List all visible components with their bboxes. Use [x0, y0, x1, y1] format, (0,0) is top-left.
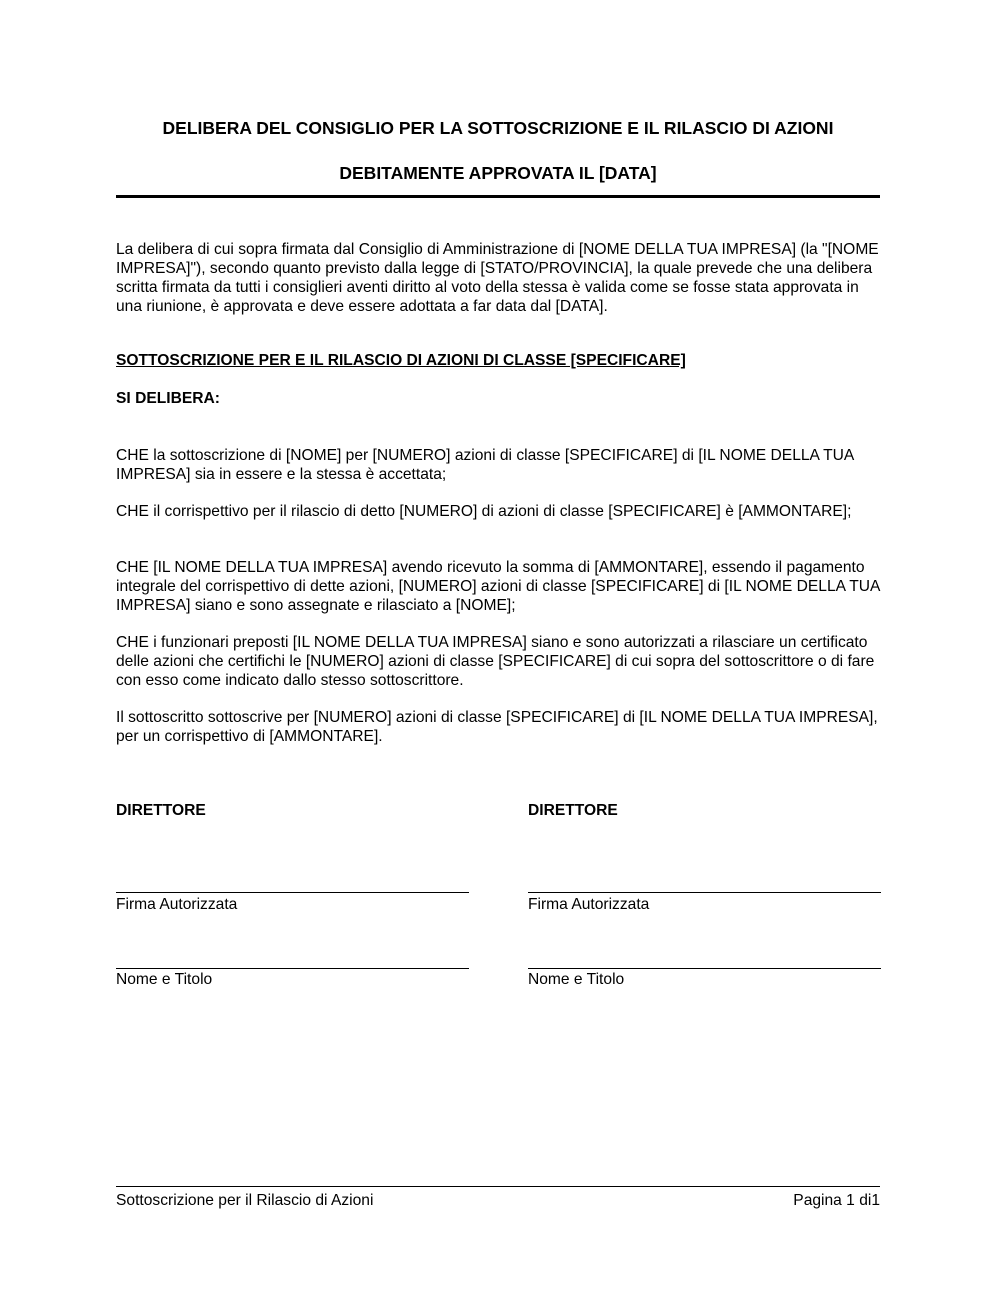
subscriber-paragraph: Il sottoscritto sottoscrive per [NUMERO] azioni di classe [SPECIFICARE] di [IL NOME DELLA TUA IMPRESA], per un corrispettivo di [AMMONTARE]. [116, 709, 878, 745]
footer-divider [116, 1186, 880, 1187]
name-title-line [528, 968, 881, 969]
name-title-line [116, 968, 469, 969]
resolution-paragraph: CHE i funzionari preposti [IL NOME DELLA TUA IMPRESA] siano e sono autorizzati a rilasciare un certificato delle azioni che certifichi le [NUMERO] azioni di classe [SPECIFICARE] di cui sopra del sottoscrittore o di fare con esso come indicato dallo stesso sottoscrittore. [116, 634, 875, 689]
name-title-label: Nome e Titolo [528, 971, 625, 988]
signature-title: DIRETTORE [528, 802, 618, 819]
footer-page-number: Pagina 1 di1 [793, 1192, 880, 1209]
signature-line [116, 892, 469, 893]
resolution-paragraph: CHE la sottoscrizione di [NOME] per [NUMERO] azioni di classe [SPECIFICARE] di [IL NOME DELLA TUA IMPRESA] sia in essere e la stessa è accettata; [116, 447, 854, 483]
name-title-label: Nome e Titolo [116, 971, 213, 988]
signature-label: Firma Autorizzata [116, 896, 238, 913]
footer-document-name: Sottoscrizione per il Rilascio di Azioni [116, 1192, 374, 1209]
intro-paragraph: La delibera di cui sopra firmata dal Consiglio di Amministrazione di [NOME DELLA TUA IMPRESA] (la "[NOME IMPRESA]"), secondo quanto previsto dalla legge di [STATO/PROVINCIA], la quale prevede che una delibera scritta firmata da tutti i consiglieri aventi diritto al voto della stessa è valida come se fosse stata approvata in una riunione, è approvata e deve essere adottata a far data dal [DATA]. [116, 241, 879, 315]
signature-label: Firma Autorizzata [528, 896, 650, 913]
title-divider [116, 195, 880, 198]
document-subtitle: DEBITAMENTE APPROVATA IL [DATA] [339, 163, 657, 183]
resolution-paragraph: CHE [IL NOME DELLA TUA IMPRESA] avendo ricevuto la somma di [AMMONTARE], essendo il pagamento integrale del corrispettivo di dette azioni, [NUMERO] azioni di classe [SPECIFICARE] di [IL NOME DELLA TUA IMPRESA] siano e sono assegnate e rilasciato a [NOME]; [116, 559, 880, 614]
document-title: DELIBERA DEL CONSIGLIO PER LA SOTTOSCRIZIONE E IL RILASCIO DI AZIONI [162, 118, 834, 138]
resolution-paragraph: CHE il corrispettivo per il rilascio di detto [NUMERO] di azioni di classe [SPECIFICARE] è [AMMONTARE]; [116, 503, 852, 520]
signature-line [528, 892, 881, 893]
section-heading: SOTTOSCRIZIONE PER E IL RILASCIO DI AZIONI DI CLASSE [SPECIFICARE] [116, 352, 686, 369]
resolve-label: SI DELIBERA: [116, 390, 220, 407]
signature-title: DIRETTORE [116, 802, 206, 819]
